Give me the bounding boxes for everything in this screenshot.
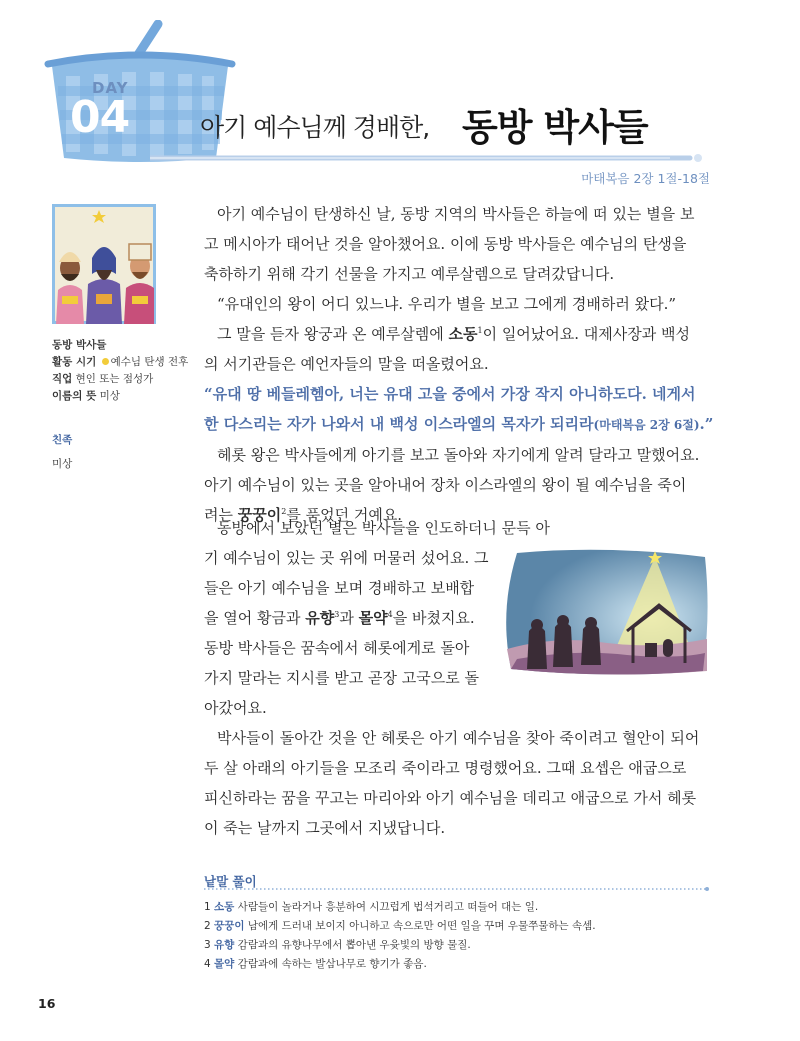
text-line: 피신하라는 꿈을 꾸고는 마리아와 아기 예수님을 데리고 애굽으로 가서 헤롯 — [204, 789, 697, 807]
title-prefix: 아기 예수님께 경배한, — [200, 113, 430, 142]
nativity-illustration — [497, 545, 713, 679]
text-fragment: 과 — [339, 609, 354, 627]
relatives-label: 친족 — [52, 434, 73, 446]
glossary-item — [204, 955, 710, 974]
period-label: 활동 시기 — [52, 356, 97, 368]
text-fragment: 를 품었던 거예요. — [286, 506, 403, 524]
paragraph-1 — [204, 199, 714, 530]
footnote-mark: 2 — [281, 507, 287, 516]
glossary-term: 꿍꿍이 — [214, 920, 245, 932]
glossary-term: 유향 — [214, 939, 235, 951]
keyword-term: 꿍꿍이 — [237, 506, 282, 524]
sidebar-info — [52, 337, 202, 405]
text-fragment: .” — [699, 415, 714, 433]
text-line: 동방 박사들은 꿈속에서 헤롯에게로 돌아 — [204, 639, 470, 657]
scripture-quote-line — [204, 409, 714, 440]
text-fragment: 려는 — [204, 506, 233, 524]
job-label: 직업 — [52, 373, 73, 385]
meaning-label: 이름의 뜻 — [52, 390, 97, 402]
text-fragment: 그 말을 듣자 왕궁과 온 예루살렘에 — [217, 325, 444, 343]
text-line: 헤롯 왕은 박사들에게 아기를 보고 돌아와 자기에게 알려 달라고 말했어요. — [217, 446, 700, 464]
text-fragment: 한 다스리는 자가 나와서 내 백성 이스라엘의 목자가 되리라 — [204, 415, 594, 433]
header-divider — [150, 148, 710, 168]
glossary-item — [204, 898, 710, 917]
text-line: 가지 말라는 지시를 받고 곧장 고국으로 돌 — [204, 669, 479, 687]
period-dot-icon — [102, 358, 109, 365]
text-line: 동방에서 보았던 별은 박사들을 인도하더니 문득 아 — [217, 519, 550, 537]
day-number: 04 — [70, 92, 130, 143]
text-line: 기 예수님이 있는 곳 위에 머물러 섰어요. 그 — [204, 549, 489, 567]
glossary-divider — [204, 886, 710, 892]
keyword-term: 유향 — [305, 609, 335, 627]
sidebar-name: 동방 박사들 — [52, 339, 107, 351]
footnote-mark: 1 — [477, 326, 483, 335]
glossary-list — [204, 898, 710, 974]
paragraph-7 — [204, 723, 710, 843]
glossary-item — [204, 917, 710, 936]
glossary-number: 4 — [204, 958, 211, 970]
page-number: 16 — [38, 996, 56, 1011]
glossary-definition: 감람과에 속하는 발삼나무로 향기가 좋음. — [237, 958, 427, 970]
text-line: 박사들이 돌아간 것을 안 헤롯은 아기 예수님을 찾아 죽이려고 혈안이 되어 — [217, 729, 700, 747]
footnote-mark: 4 — [387, 610, 393, 619]
page-title: 동방 박사들 — [462, 106, 648, 149]
keyword-term: 소동 — [448, 325, 478, 343]
text-line: 고 메시아가 태어난 것을 알아챘어요. 이에 동방 박사들은 예수님의 탄생을 — [204, 235, 687, 253]
text-fragment: 을 열어 황금과 — [204, 609, 301, 627]
text-line: 아갔어요. — [204, 699, 267, 717]
text-fragment: 이 일어났어요. 대제사장과 백성 — [482, 325, 691, 343]
text-line — [204, 319, 710, 349]
text-line: 의 서기관들은 예언자들의 말을 떠올렸어요. — [204, 355, 489, 373]
glossary-item — [204, 936, 710, 955]
scripture-quote-line: “유대 땅 베들레헴아, 너는 유대 고을 중에서 가장 작지 아니하도다. 네게서 — [204, 385, 696, 403]
text-fragment: 을 바쳤지요. — [392, 609, 475, 627]
wise-men-illustration — [52, 204, 156, 324]
footnote-mark: 3 — [334, 610, 340, 619]
paragraph-6 — [204, 513, 550, 723]
glossary-term: 소동 — [214, 901, 235, 913]
text-line: 두 살 아래의 아기들을 모조리 죽이라고 명령했어요. 그때 요셉은 애굽으로 — [204, 759, 687, 777]
glossary-number: 2 — [204, 920, 211, 932]
glossary-definition: 남에게 드러내 보이지 아니하고 속으로만 어떤 일을 꾸며 우물쭈물하는 속셈. — [247, 920, 596, 932]
relatives-value: 미상 — [52, 458, 73, 470]
glossary-number: 1 — [204, 901, 211, 913]
period-value: 예수님 탄생 전후 — [110, 356, 189, 368]
text-line: “유대인의 왕이 어디 있느냐. 우리가 별을 보고 그에게 경배하러 왔다.” — [217, 295, 677, 313]
text-line: 축하하기 위해 각기 선물을 가지고 예루살렘으로 달려갔답니다. — [204, 265, 615, 283]
job-value: 현인 또는 점성가 — [75, 373, 154, 385]
day-label: DAY — [92, 79, 129, 97]
keyword-term: 몰약 — [358, 609, 388, 627]
glossary-definition: 사람들이 놀라거나 흥분하여 시끄럽게 법석거리고 떠들어 대는 일. — [237, 901, 539, 913]
text-line — [204, 603, 494, 633]
text-line: 아기 예수님이 있는 곳을 알아내어 장차 이스라엘의 왕이 될 예수님을 죽이 — [204, 476, 687, 494]
glossary-term: 몰약 — [214, 958, 235, 970]
text-line: 아기 예수님이 탄생하신 날, 동방 지역의 박사들은 하늘에 떠 있는 별을 보 — [217, 205, 695, 223]
glossary-number: 3 — [204, 939, 211, 951]
text-line: 들은 아기 예수님을 보며 경배하고 보배합 — [204, 579, 475, 597]
scripture-reference: (마태복음 2장 6절) — [593, 418, 700, 432]
glossary-title: 낱말 풀이 — [204, 874, 257, 889]
glossary-definition: 감람과의 유향나무에서 뽑아낸 우윳빛의 방향 물질. — [237, 939, 471, 951]
meaning-value: 미상 — [99, 390, 120, 402]
text-line: 이 죽는 날까지 그곳에서 지냈답니다. — [204, 819, 446, 837]
verse-reference: 마태복음 2장 1절-18절 — [581, 171, 710, 186]
